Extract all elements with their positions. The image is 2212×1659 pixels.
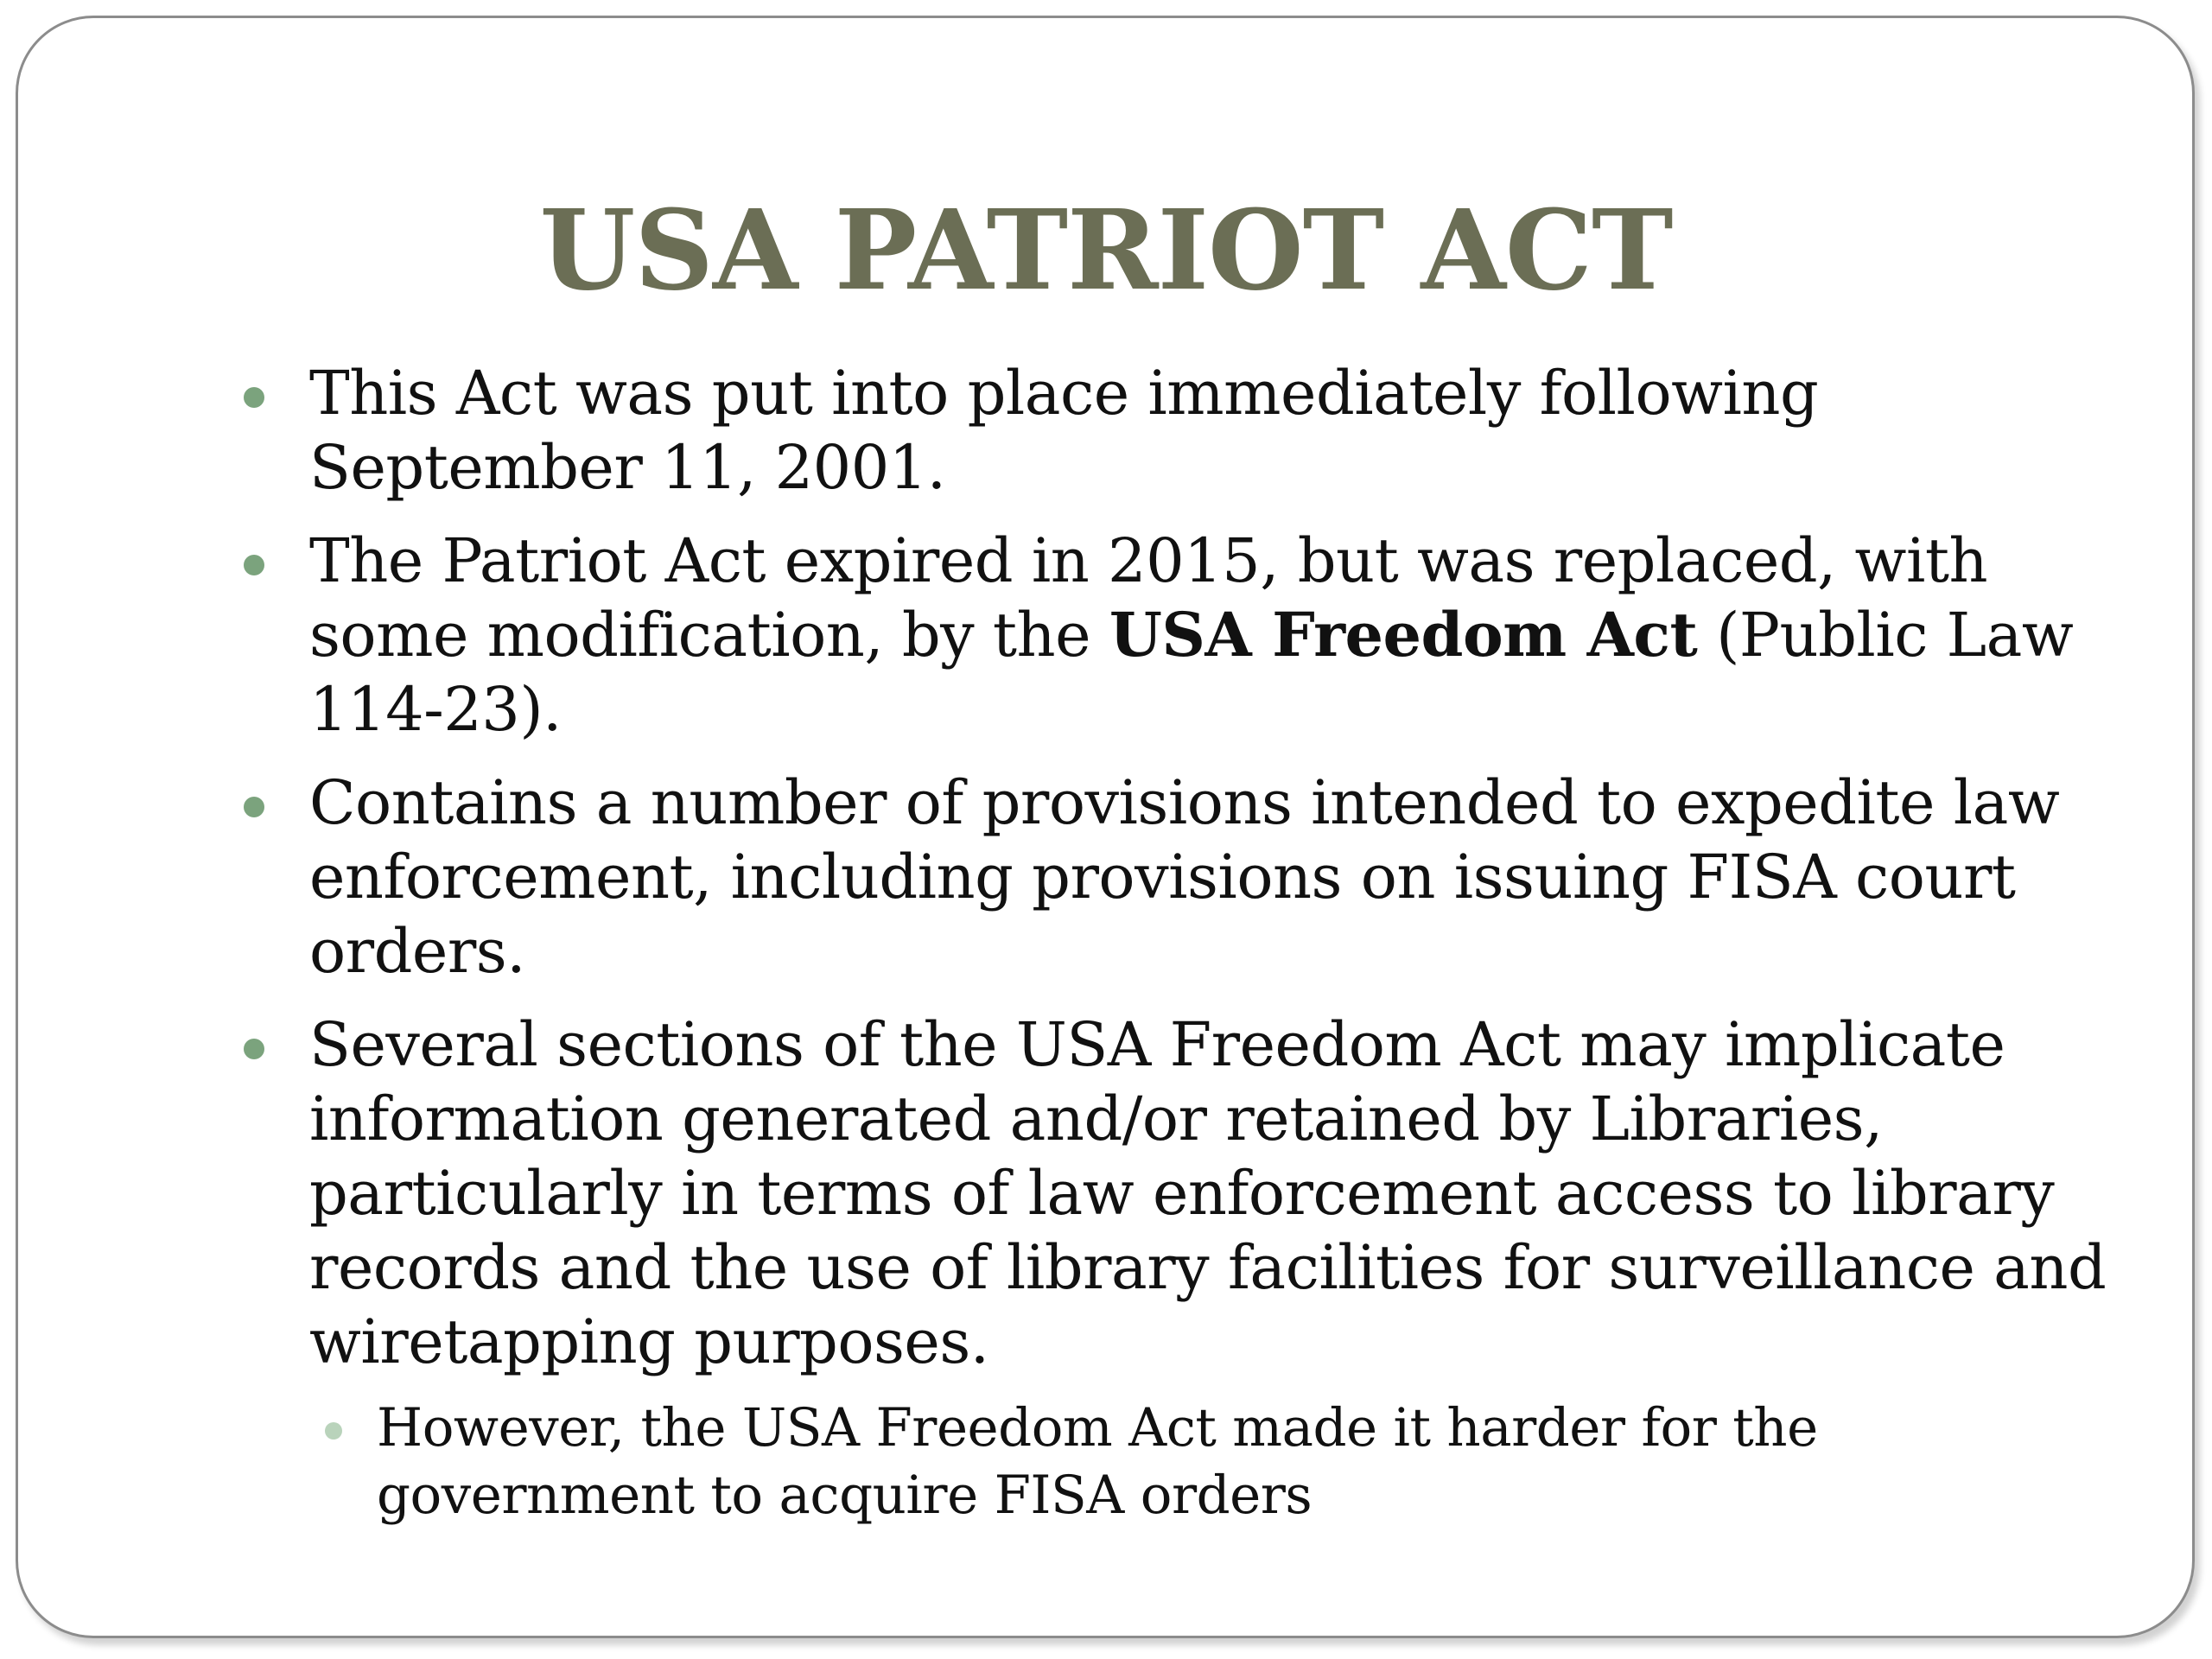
bullet-marker-icon [244,555,264,575]
bullet-item [309,766,2124,988]
bullet-marker-icon [244,387,264,408]
bullet-text: Contains a number of provisions intended to expedite law enforcement, including provisions on issuing FISA court orders. [309,767,2060,987]
bullet-item [309,356,2124,505]
sub-bullet-marker-icon [325,1422,342,1440]
bullet-list [309,356,2124,1529]
bullet-text: The Patriot Act expired in 2015, but was replaced, with some modification, by the [309,525,1988,671]
bullet-bold-text: USA Freedom Act [1109,599,1698,671]
bullet-item [309,524,2124,747]
slide-title: USA PATRIOT ACT [539,186,1673,315]
bullet-text: Several sections of the USA Freedom Act may implicate information generated and/or retained by Libraries, particularly in terms of law enforcement access to library records and the use of library facilities for surveillance and wiretapping purposes. [309,1009,2107,1377]
bullet-text: (Public Law 114-23). [309,600,2074,745]
bullet-text: This Act was put into place immediately following September 11, 2001. [309,358,1819,503]
sub-bullet-item [377,1395,2124,1529]
bullet-marker-icon [244,797,264,817]
bullet-marker-icon [244,1039,264,1059]
sub-bullet-text: However, the USA Freedom Act made it harder for the government to acquire FISA orders [377,1397,1818,1526]
bullet-item [309,1007,2124,1379]
